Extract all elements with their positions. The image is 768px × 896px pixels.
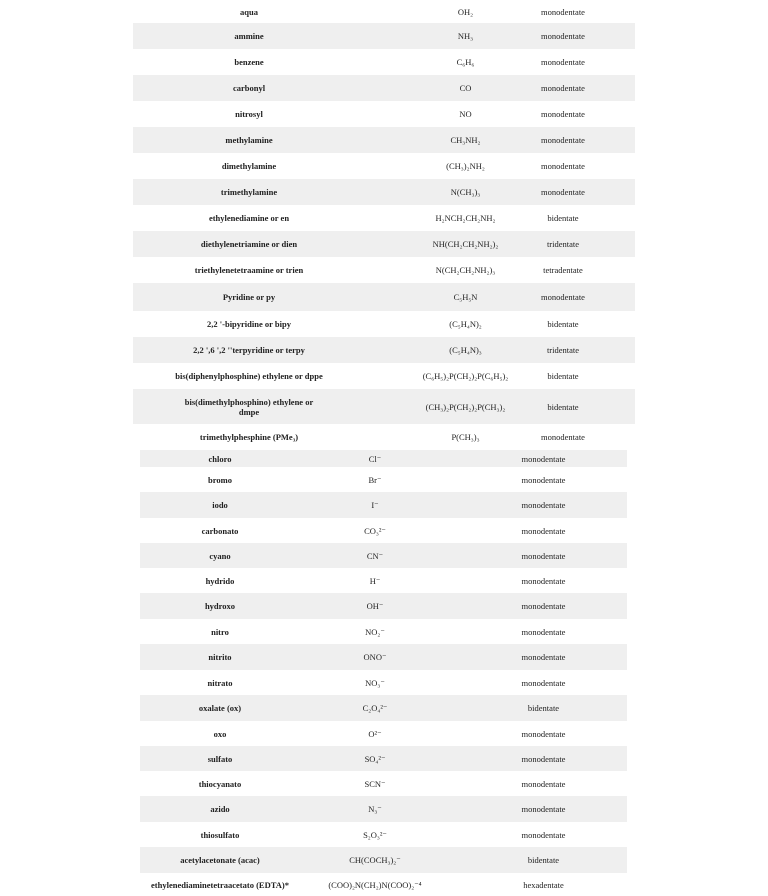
ligand-name: nitrato (207, 677, 233, 688)
ligand-formula: NO₂⁻ (365, 626, 385, 637)
ligand-denticity: monodentate (521, 453, 566, 464)
table-row (140, 593, 627, 619)
table-row (133, 23, 635, 49)
ligand-denticity: monodentate (521, 474, 566, 485)
table-row (133, 205, 635, 231)
table-row (140, 771, 627, 796)
table-row (133, 179, 635, 205)
ligand-formula: NO (459, 109, 472, 119)
ligand-denticity: bidentate (547, 319, 579, 329)
table-row (133, 424, 635, 450)
ligand-formula: SO₄²⁻ (364, 753, 386, 764)
ligand-name: 2,2 '-bipyridine or bipy (207, 319, 291, 329)
ligand-formula: CO₃²⁻ (364, 525, 386, 536)
ligand-denticity: tridentate (546, 345, 580, 355)
table-row (133, 0, 635, 23)
ligand-formula: I⁻ (371, 500, 379, 510)
table-row (133, 153, 635, 179)
table-row (140, 518, 627, 543)
ligand-name: nitrito (208, 652, 232, 662)
ligand-denticity: monodentate (521, 753, 566, 764)
ligand-name: ethylenediamine or en (208, 213, 290, 223)
ligand-name: iodo (212, 500, 228, 510)
ligand-denticity: monodentate (521, 500, 566, 510)
ligand-denticity: bidentate (547, 213, 579, 223)
ligand-name: dimethylamine (221, 161, 277, 171)
table-row (133, 231, 635, 257)
ligand-name: thiocyanato (198, 778, 242, 789)
ligand-formula: NH₃ (457, 31, 474, 41)
table-row (133, 363, 635, 389)
ligand-name: oxalate (ox) (198, 703, 242, 713)
ligand-name: benzene (234, 57, 264, 67)
ligand-formula: C₂O₄²⁻ (362, 703, 388, 713)
ligand-formula: ONO⁻ (363, 652, 387, 662)
table-row (133, 101, 635, 127)
ligand-denticity: monodentate (521, 652, 566, 662)
ligand-formula: N(CH₃)₃ (450, 187, 481, 197)
table-row (140, 644, 627, 670)
table-row (140, 695, 627, 721)
ligand-denticity: monodentate (521, 778, 566, 789)
ligand-name: hydroxo (204, 601, 236, 611)
ligand-name: nitrosyl (235, 109, 263, 119)
ligand-denticity: hexadentate (523, 879, 564, 890)
ligand-name: hydrido (205, 575, 235, 586)
table-row (140, 847, 627, 873)
ligand-formula: P(CH₃)₃ (451, 432, 480, 442)
ligand-formula: CO (459, 83, 472, 93)
ligand-denticity: tetradentate (543, 265, 583, 275)
ligand-denticity: monodentate (521, 550, 566, 561)
ligand-name: Pyridine or py (222, 292, 276, 302)
ligand-name: aqua (240, 6, 258, 17)
table-row (140, 873, 627, 896)
ligand-name: carbonyl (232, 83, 266, 93)
ligand-denticity: monodentate (541, 109, 585, 119)
ligand-denticity: monodentate (541, 187, 585, 197)
ligand-formula: OH₂ (457, 6, 474, 17)
ligand-denticity: monodentate (521, 601, 566, 611)
ligand-formula: CH(COCH₃)₂⁻ (349, 855, 401, 865)
ligand-formula: Br⁻ (368, 474, 382, 485)
ligand-name: acetylacetonate (acac) (180, 855, 260, 865)
ligand-denticity: monodentate (541, 83, 585, 93)
ligand-name: diethylenetriamine or dien (200, 239, 298, 249)
ligand-name: trimethylphesphine (PMe₃) (199, 432, 299, 442)
ligand-formula: (CH₃)₂NH₂ (446, 161, 485, 171)
table-row (133, 127, 635, 153)
ligand-denticity: monodentate (541, 292, 585, 302)
table-row (140, 796, 627, 822)
ligand-formula: O²⁻ (368, 728, 382, 739)
table-row (140, 822, 627, 847)
ligand-denticity: monodentate (521, 829, 566, 840)
ligand-denticity: monodentate (521, 626, 566, 637)
ligand-name: cyano (209, 550, 231, 561)
ligand-formula: NO₃⁻ (365, 677, 385, 688)
ligand-name: methylamine (225, 135, 273, 145)
ligand-denticity: monodentate (521, 728, 566, 739)
table-row (133, 311, 635, 337)
ligand-denticity: monodentate (521, 677, 566, 688)
ligand-formula: H⁻ (369, 575, 381, 586)
ligand-formula: (C₆H₅)₂P(CH₂)₂P(C₆H₅)₂ (422, 371, 509, 381)
ligand-denticity: monodentate (541, 6, 585, 17)
ligand-denticity: monodentate (541, 57, 585, 67)
ligand-formula: (COO)₂N(CH₂)N(COO)₂⁻⁴ (328, 879, 422, 890)
table-row (140, 721, 627, 746)
ligand-denticity: bidentate (547, 371, 579, 381)
ligand-name: trimethylamine (220, 187, 278, 197)
table-row (133, 257, 635, 283)
table-row (133, 75, 635, 101)
ligand-formula: NH(CH₂CH₂NH₂)₂ (432, 239, 499, 249)
table-row (133, 283, 635, 311)
ligand-denticity: tridentate (546, 239, 580, 249)
ligand-formula: C₆H₆ (456, 57, 475, 67)
ligand-formula: OH⁻ (366, 601, 384, 611)
ligand-denticity: monodentate (541, 135, 585, 145)
ligand-denticity: monodentate (541, 31, 585, 41)
ligand-denticity: bidentate (547, 401, 579, 412)
ligand-formula: C₅H₅N (453, 292, 478, 302)
ligand-formula: SCN⁻ (364, 778, 386, 789)
ligand-denticity: bidentate (527, 855, 560, 865)
ligand-name: bis(diphenylphosphine) ethylene or dppe (175, 371, 323, 381)
table-row (133, 337, 635, 363)
ligand-formula: H₂NCH₂CH₂NH₂ (435, 213, 496, 223)
ligand-name: oxo (213, 728, 227, 739)
table-row (140, 746, 627, 771)
table-row (140, 492, 627, 518)
table-row (140, 467, 627, 492)
table-row (140, 568, 627, 593)
ligand-name: 2,2 ',6 ',2 ''terpyridine or terpy (193, 345, 305, 355)
ligand-formula: N₃⁻ (368, 804, 382, 814)
table-row (140, 450, 627, 467)
ligand-denticity: monodentate (521, 575, 566, 586)
ligand-denticity: monodentate (541, 432, 585, 442)
ligand-formula: S₂O₃²⁻ (363, 829, 387, 840)
ligand-name: thiosulfato (200, 829, 240, 840)
ligand-formula: (C₅H₄N)₃ (449, 345, 482, 355)
table-row (133, 389, 635, 424)
ligand-formula: (CH₃)₂P(CH₂)₂P(CH₃)₂ (425, 401, 506, 412)
ligand-denticity: monodentate (521, 525, 566, 536)
ligand-formula: CH₃NH₂ (450, 135, 481, 145)
ligand-name: bis(dimethylphosphino) ethylene or dmpe (184, 396, 314, 417)
ligand-name: chloro (208, 453, 232, 464)
table-row (140, 619, 627, 644)
ligand-name: azido (210, 804, 230, 814)
ligand-name: carbonato (201, 525, 239, 536)
ligand-formula: Cl⁻ (368, 453, 382, 464)
ligand-denticity: bidentate (527, 703, 560, 713)
ligand-formula: (C₅H₄N)₂ (449, 319, 482, 329)
table-row (133, 49, 635, 75)
ligand-name: nitro (211, 626, 229, 637)
table-row (140, 543, 627, 568)
ligand-name: ethylenediaminetetraacetato (EDTA)* (151, 879, 289, 890)
ligand-name: sulfato (207, 753, 233, 764)
ligand-denticity: monodentate (541, 161, 585, 171)
ligand-name: bromo (208, 474, 232, 485)
ligand-formula: CN⁻ (366, 550, 384, 561)
ligand-name: ammine (234, 31, 264, 41)
ligand-name: triethylenetetraamine or trien (194, 265, 304, 275)
table-row (140, 670, 627, 695)
ligand-denticity: monodentate (521, 804, 566, 814)
ligand-formula: N(CH₂CH₂NH₂)₃ (435, 265, 496, 275)
